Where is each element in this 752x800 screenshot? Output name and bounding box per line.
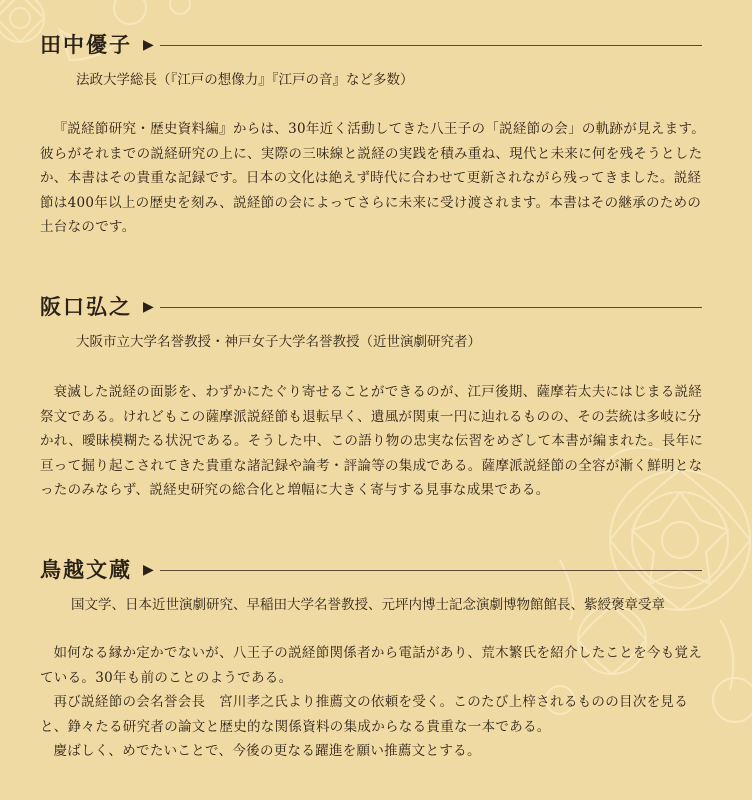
heading-rule bbox=[160, 570, 702, 571]
endorsement-section-2 bbox=[40, 292, 712, 499]
paragraph: 如何なる縁か定かでないが、八王子の説経節関係者から電話があり、荒木繁氏を紹介したことを今も覚えている。30年も前のことのようである。 bbox=[40, 645, 703, 686]
endorsement-text bbox=[40, 380, 712, 503]
author-title: 国文学、日本近世演劇研究、早稲田大学名誉教授、元坪内博士記念演劇博物館館長、紫綬褒章受章 bbox=[71, 597, 665, 613]
arrow-right-icon: ▶ bbox=[143, 37, 154, 53]
arrow-right-icon: ▶ bbox=[143, 299, 154, 315]
paragraph: 慶ばしく、めでたいことで、今後の更なる躍進を願い推薦文とする。 bbox=[53, 743, 481, 760]
endorsement-text bbox=[40, 641, 712, 764]
heading-rule bbox=[160, 45, 702, 46]
section-heading bbox=[40, 555, 712, 585]
endorsement-section-3 bbox=[40, 555, 712, 760]
section-heading bbox=[40, 30, 712, 60]
author-name: 鳥越文蔵 bbox=[40, 557, 132, 582]
author-name: 阪口弘之 bbox=[40, 294, 132, 319]
arrow-right-icon: ▶ bbox=[143, 562, 154, 578]
paragraph: 『説経節研究・歴史資料編』からは、30年近く活動してきた八王子の「説経節の会」の軌跡が見えます。彼らがそれまでの説経研究の上に、実際の三味線と説経の実践を積み重ね、現代と未来に何を残そうとしたか、本書はその貴重な記録です。日本の文化は絶えず時代に合わせて更新されながら残ってきました。説経節は400年以上の歴史を刻み、説経節の会によってさらに未来に受け渡されます。本書はその継承のための土台なのです。 bbox=[40, 121, 705, 236]
heading-rule bbox=[160, 307, 702, 308]
endorsement-text bbox=[40, 117, 712, 240]
endorsement-section-1 bbox=[40, 30, 712, 236]
paragraph: 衰滅した説経の面影を、わずかにたぐり寄せることができるのが、江戸後期、薩摩若太夫にはじまる説経祭文である。けれどもこの薩摩派説経節も退転早く、遺風が関東一円に辿れるものの、その芸統は多岐に分かれ、曖昧模糊たる状況である。そうした中、この語り物の忠実な伝習をめざして本書が編まれた。長年に亘って掘り起こされてきた貴重な諸記録や論考・評論等の集成である。薩摩派説経節の全容が漸く鮮明となったのみならず、説経史研究の総合化と増幅に大きく寄与する見事な成果である。 bbox=[40, 384, 704, 499]
author-name: 田中優子 bbox=[40, 32, 132, 57]
author-title: 法政大学総長（『江戸の想像力』『江戸の音』など多数） bbox=[76, 72, 414, 88]
section-heading bbox=[40, 292, 712, 322]
paragraph: 再び説経節の会名誉会長 宮川孝之氏より推薦文の依頼を受く。このたび上梓されるものの目次を見ると、錚々たる研究者の論文と歴史的な関係資料の集成からなる貴重な一本である。 bbox=[40, 694, 689, 735]
author-title: 大阪市立大学名誉教授・神戸女子大学名誉教授（近世演劇研究者） bbox=[76, 334, 481, 350]
